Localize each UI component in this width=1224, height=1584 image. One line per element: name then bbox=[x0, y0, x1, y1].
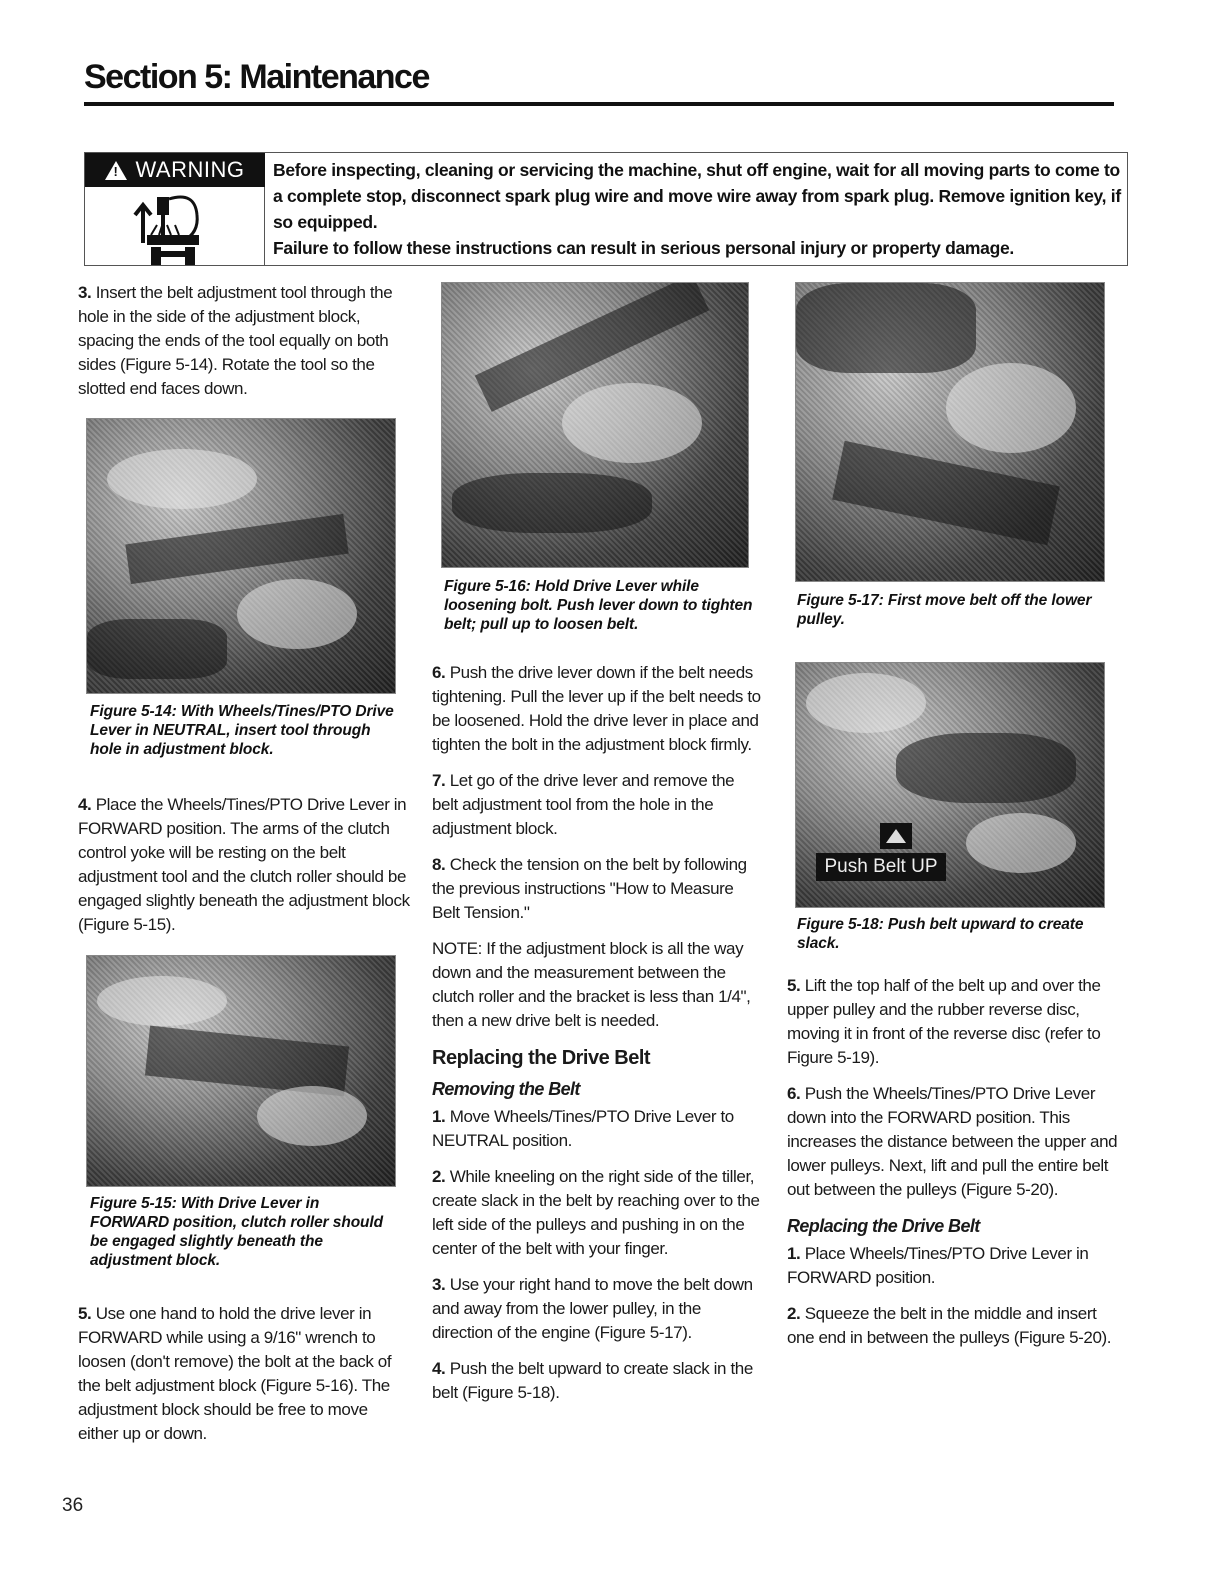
removing-step-5: 5. Lift the top half of the belt up and over the upper pulley and the rubber reverse disc, moving it in front of the reverse disc (refer to Figure 5-19). bbox=[787, 976, 1101, 1067]
step-5-block bbox=[78, 1302, 410, 1446]
replacing-step-1: 1. Place Wheels/Tines/PTO Drive Lever in FORWARD position. bbox=[787, 1244, 1089, 1287]
column-1 bbox=[78, 281, 408, 401]
warning-instruction: Before inspecting, cleaning or servicing the machine, shut off engine, wait for all moving parts to come to a complete stop, disconnect spark plug wire and move wire away from spark plug. Remove ignition key, if so equipped. bbox=[273, 160, 1121, 232]
figure-5-14-caption: Figure 5-14: With Wheels/Tines/PTO Drive Lever in NEUTRAL, insert tool through hole in adjustment block. bbox=[90, 703, 394, 758]
step-6: 6. Push the drive lever down if the belt needs tightening. Pull the lever up if the belt needs to be loosened. Hold the drive lever in place and tighten the bolt in the adjustment block firmly. bbox=[432, 663, 761, 754]
figure-5-14-photo bbox=[86, 418, 396, 694]
replacing-step-2: 2. Squeeze the belt in the middle and insert one end in between the pulleys (Figure 5-20). bbox=[787, 1304, 1112, 1347]
warning-consequence: Failure to follow these instructions can result in serious personal injury or property damage. bbox=[273, 238, 1014, 258]
figure-5-15-caption: Figure 5-15: With Drive Lever in FORWARD position, clutch roller should be engaged slightly beneath the adjustment block. bbox=[90, 1195, 384, 1269]
removing-step-4: 4. Push the belt upward to create slack in the belt (Figure 5-18). bbox=[432, 1359, 753, 1402]
step-3: 3. Insert the belt adjustment tool through the hole in the side of the adjustment block, spacing the ends of the tool equally on both sides (Figure 5-14). Rotate the tool so the slotted end faces down. bbox=[78, 283, 393, 398]
subheading-removing: Removing the Belt bbox=[432, 1079, 580, 1099]
page-number: 36 bbox=[62, 1495, 84, 1516]
spark-plug-disconnect-icon bbox=[85, 187, 265, 266]
step-5: 5. Use one hand to hold the drive lever in FORWARD while using a 9/16" wrench to loosen (don't remove) the bolt at the back of the belt adjustment block (Figure 5-16). The adjustment block should be free to move either up or down. bbox=[78, 1304, 392, 1443]
figure-5-16-caption: Figure 5-16: Hold Drive Lever while loosening bolt. Push lever down to tighten belt; pull up to loosen belt. bbox=[444, 578, 753, 633]
title-divider bbox=[84, 102, 1114, 106]
warning-box bbox=[84, 152, 1128, 266]
removing-step-6: 6. Push the Wheels/Tines/PTO Drive Lever down into the FORWARD position. This increases the distance between the upper and lower pulleys. Next, lift and pull the entire belt out between the pulleys (Figure 5-20). bbox=[787, 1084, 1118, 1199]
removing-step-3: 3. Use your right hand to move the belt down and away from the lower pulley, in the direction of the engine (Figure 5-17). bbox=[432, 1275, 753, 1342]
section-heading: Replacing the Drive Belt bbox=[432, 1047, 651, 1069]
figure-5-18-photo bbox=[795, 662, 1105, 908]
warning-badge bbox=[85, 153, 265, 187]
step-4: 4. Place the Wheels/Tines/PTO Drive Lever in FORWARD position. The arms of the clutch control yoke will be resting on the belt adjustment tool and the clutch roller should be engaged slightly beneath the adjustment block (Figure 5-15). bbox=[78, 795, 410, 934]
note: NOTE: If the adjustment block is all the way down and the measurement between the clutch roller and the bracket is less than 1/4", then a new drive belt is needed. bbox=[432, 939, 751, 1030]
removing-step-1: 1. Move Wheels/Tines/PTO Drive Lever to NEUTRAL position. bbox=[432, 1107, 734, 1150]
page-title: Section 5: Maintenance bbox=[84, 58, 429, 96]
warning-badge-label: WARNING bbox=[135, 157, 245, 182]
subheading-replacing: Replacing the Drive Belt bbox=[787, 1216, 980, 1236]
figure-5-16-photo bbox=[441, 282, 749, 568]
step-4-block bbox=[78, 793, 410, 937]
step-7: 7. Let go of the drive lever and remove the belt adjustment tool from the hole in the adjustment block. bbox=[432, 771, 735, 838]
column-3-text bbox=[787, 974, 1127, 1350]
arrow-up-icon bbox=[880, 823, 912, 849]
figure-5-17-caption: Figure 5-17: First move belt off the lower pulley. bbox=[797, 592, 1092, 628]
figure-5-18-caption: Figure 5-18: Push belt upward to create slack. bbox=[797, 916, 1084, 952]
figure-5-17-photo bbox=[795, 282, 1105, 582]
warning-triangle-icon: ! bbox=[105, 161, 127, 180]
push-belt-label: Push Belt UP bbox=[816, 853, 946, 881]
figure-5-15-photo bbox=[86, 955, 396, 1187]
warning-text bbox=[273, 157, 1121, 261]
removing-step-2: 2. While kneeling on the right side of the tiller, create slack in the belt by reaching over to the left side of the pulleys and pushing in on the center of the belt with your finger. bbox=[432, 1167, 760, 1258]
column-2-text bbox=[432, 661, 762, 1405]
step-8: 8. Check the tension on the belt by following the previous instructions "How to Measure Belt Tension." bbox=[432, 855, 747, 922]
